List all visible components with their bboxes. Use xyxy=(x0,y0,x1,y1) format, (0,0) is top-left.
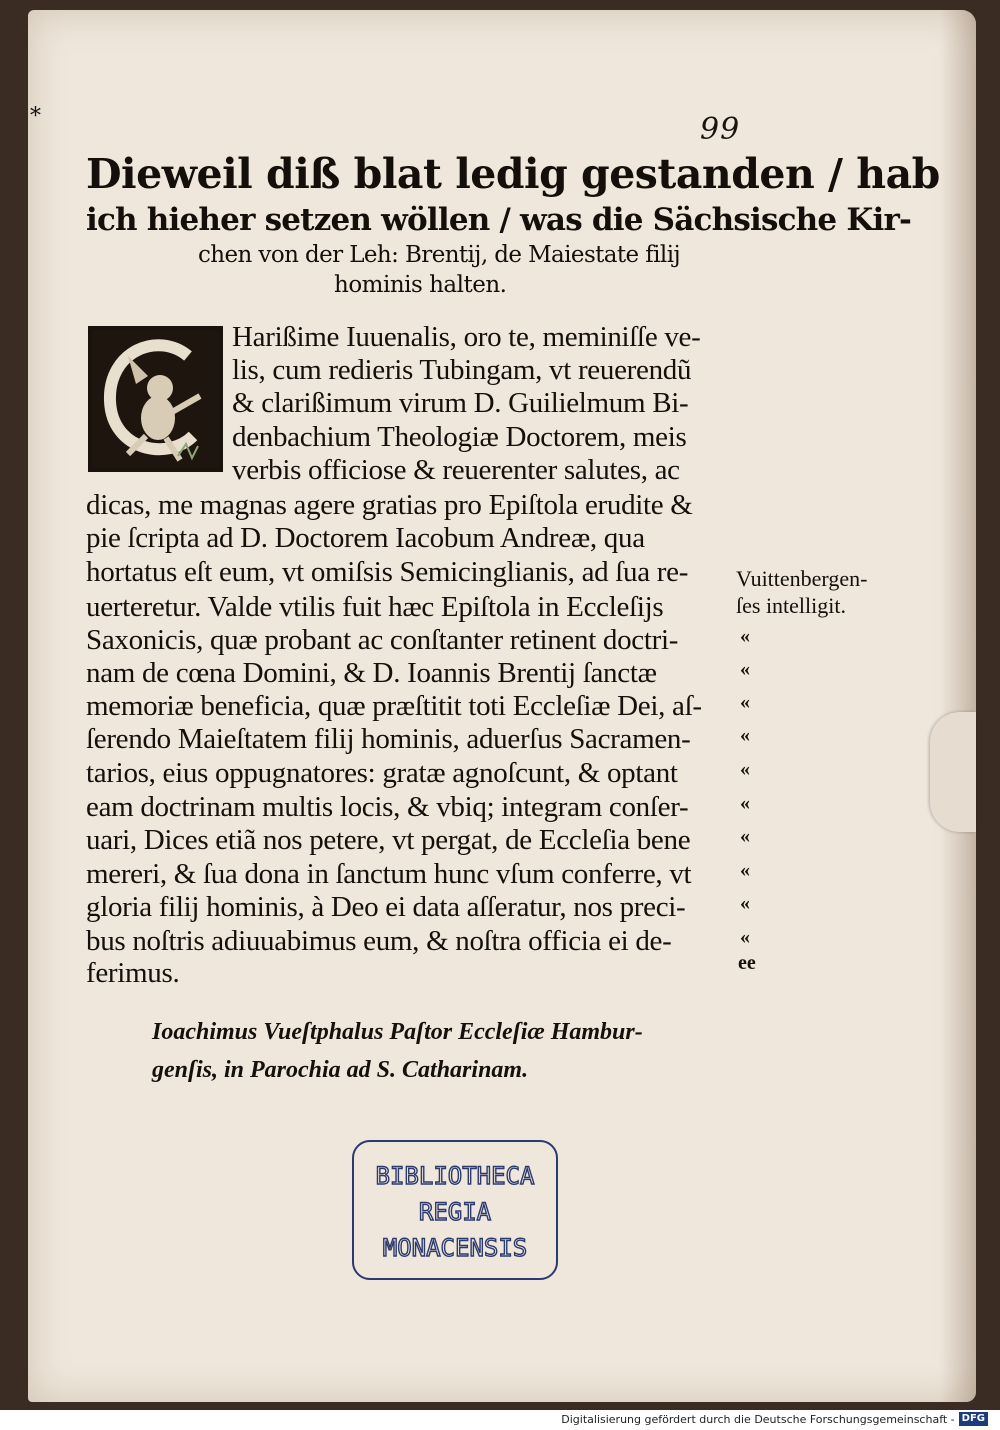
heading-line-2: ich hieher setzen wöllen / was die Sächsische Kir- xyxy=(86,202,912,238)
quote-mark: « xyxy=(740,926,750,948)
stamp-line-1: BIBLIOTHECA xyxy=(375,1162,535,1190)
body-line: ferimus. xyxy=(86,957,180,989)
body-line: ſerendo Maieſtatem filij hominis, aduerſus Sacramen- xyxy=(86,723,691,755)
page-edge-shadow xyxy=(940,10,976,1402)
marginal-star: * xyxy=(30,104,41,129)
body-line: denbachium Theologiæ Doctorem, meis xyxy=(232,421,687,453)
body-line: bus noſtris adiuuabimus eum, & noſtra officia ei de- xyxy=(86,925,672,957)
quote-mark: « xyxy=(740,792,750,814)
footer-text: Digitalisierung gefördert durch die Deutsche Forschungsgemeinschaft - xyxy=(561,1412,955,1426)
quote-mark: « xyxy=(740,724,750,746)
body-line: Harißime Iuuenalis, oro te, meminiſſe ve- xyxy=(232,321,701,353)
quote-mark: « xyxy=(740,691,750,713)
body-line: lis, cum redieris Tubingam, vt reuerendũ xyxy=(232,354,692,386)
margin-note-line-1: Vuittenbergen- xyxy=(736,566,868,591)
margin-note-line-2: ſes intelligit. xyxy=(736,593,846,618)
body-line: & clarißimum virum D. Guilielmum Bi- xyxy=(232,387,689,419)
dfg-logo: DFG xyxy=(959,1412,988,1426)
page-number: 99 xyxy=(700,112,741,147)
digitization-footer xyxy=(561,1412,988,1426)
heading-line-1: Dieweil diß blat ledig gestanden / hab xyxy=(86,150,940,198)
body-line: uari, Dices etiã nos petere, vt pergat, de Eccleſia bene xyxy=(86,824,691,856)
quote-mark: « xyxy=(740,625,750,647)
quote-mark: « xyxy=(740,892,750,914)
body-line: hortatus eſt eum, vt omiſsis Semicinglianis, ad ſua re- xyxy=(86,556,689,588)
quote-mark: « xyxy=(740,658,750,680)
heading-line-4: hominis halten. xyxy=(334,272,507,298)
body-line: mereri, & ſua dona in ſanctum hunc vſum conferre, vt xyxy=(86,858,692,890)
signature-line-2: genſis, in Parochia ad S. Catharinam. xyxy=(152,1057,529,1083)
body-line: verbis officiose & reuerenter salutes, ac xyxy=(232,454,680,486)
body-line: tarios, eius oppugnatores: gratæ agnoſcunt, & optant xyxy=(86,757,678,789)
stamp-line-3: MONACENSIS xyxy=(382,1234,528,1262)
stamp-line-2: REGIA xyxy=(418,1198,492,1226)
quote-mark: « xyxy=(740,758,750,780)
body-line: gloria filij hominis, à Deo ei data aſſeratur, nos preci- xyxy=(86,891,686,923)
decorated-initial-c xyxy=(88,326,223,472)
quote-mark: « xyxy=(740,859,750,881)
body-line: Saxonicis, quæ probant ac conſtanter retinent doctri- xyxy=(86,624,679,656)
library-stamp xyxy=(352,1140,558,1280)
heading-line-3: chen von der Leh: Brentij, de Maiestate filij xyxy=(198,242,680,268)
body-line: dicas, me magnas agere gratias pro Epiſtola erudite & xyxy=(86,489,693,521)
page-tab xyxy=(930,712,976,832)
heading xyxy=(86,148,940,300)
quote-mark: « xyxy=(740,825,750,847)
body-line: nam de cœna Domini, & D. Ioannis Brentij ſanctæ xyxy=(86,657,657,689)
body-line: memoriæ beneficia, quæ præſtitit toti Eccleſiæ Dei, aſ- xyxy=(86,690,702,722)
body-line: uerteretur. Valde vtilis fuit hæc Epiſtola in Eccleſijs xyxy=(86,591,664,623)
body-line: eam doctrinam multis locis, & vbiq; integram conſer- xyxy=(86,791,689,823)
end-quote-mark: ee xyxy=(738,952,756,974)
signature-line-1: Ioachimus Vueſtphalus Paſtor Eccleſiæ Hambur- xyxy=(152,1019,643,1045)
body-line: pie ſcripta ad D. Doctorem Iacobum Andreæ, qua xyxy=(86,522,645,554)
